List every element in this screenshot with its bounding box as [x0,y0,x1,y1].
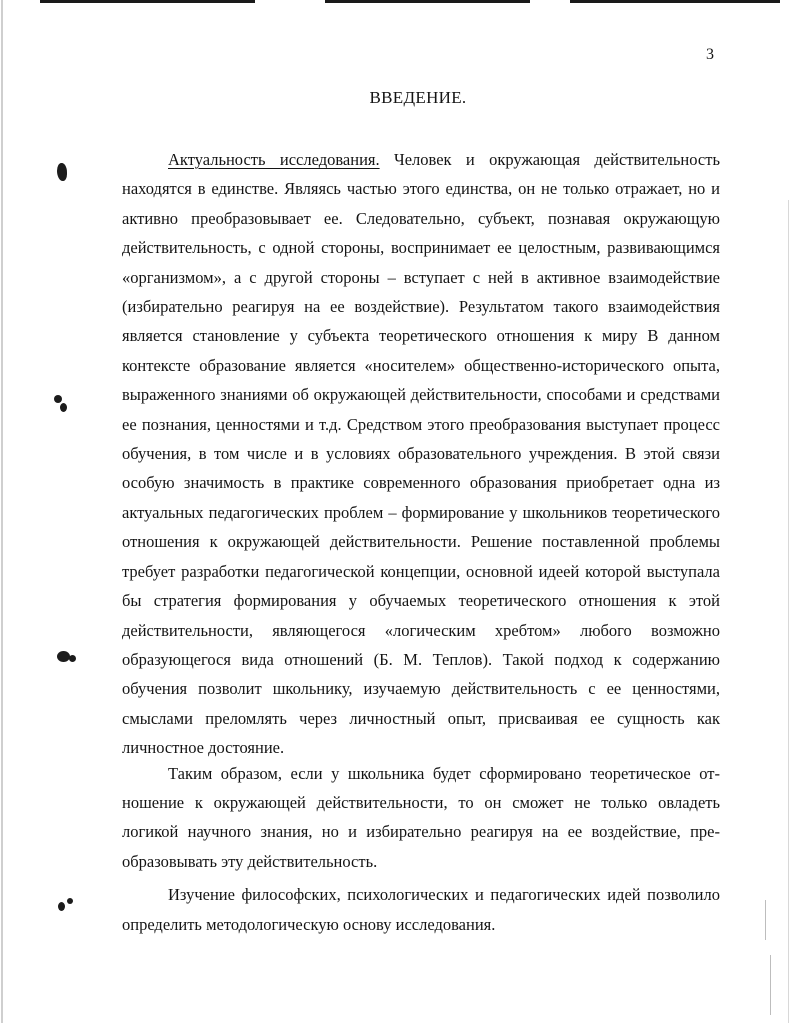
scan-blot [57,651,70,662]
paragraph-conclusion: Таким образом, если у школьника будет сформировано теоретическое отношение к окружающей действительности, то он сможет не только овладеть логикой научного знания, но и избирательно реагируя на ее воздействие, преобразовывать эту действительность. [122,763,720,871]
scan-mark [765,900,766,940]
scan-mark [770,955,771,1015]
scan-blot [58,902,65,911]
paragraph-methodology: Изучение философских, психологических и педагогических идей позволило определить методологическую основу исследования. [122,885,720,934]
scan-blot [54,395,62,403]
scan-blot [57,163,67,181]
scan-edge-top [40,0,780,3]
page-title: ВВЕДЕНИЕ. [369,88,467,107]
body-text [122,145,720,939]
scan-blot [69,655,76,662]
scan-blot [60,403,67,412]
scan-edge-gap [255,0,325,3]
scan-blot [67,898,73,904]
scan-edge-right [788,200,789,1023]
page-number: 3 [706,46,714,63]
scan-edge-gap [530,0,570,3]
paragraph-relevance [122,145,720,763]
relevance-heading: Актуальность исследования. [168,150,380,169]
relevance-text: Человек и окружающая действительность находятся в единстве. Являясь частью этого единства, он не только отражает, но и активно преобразовывает ее. Следовательно, субъект, познавая окружающую действительность, с одной стороны, воспринимает ее целостным, развивающимся «организмом», а с другой стороны – вступает с ней в активное взаимодействие (избирательно реагируя на ее воздействие). Результатом такого взаимодействия является становление у субъекта теоретического отношения к миру В данном контексте образование является «носителем» общественно-исторического опыта, выраженного знаниями об окружающей действительности, способами и средствами ее познания, ценностями и т.д. Средством этого преобразования выступает процесс обучения, в том числе и в условиях образовательного учреждения. В этой связи особую значимость в практике современного образования приобретает одна из актуальных педагогических проблем – формирование у школьников теоретического отношения к окружающей действительности. Решение поставленной проблемы требует разработки педагогической концепции, основной идеей которой выступала бы стратегия формирования у обучаемых теоретического отношения к этой действительности, являющегося «логическим хребтом» любого возможно образующегося вида отношений (Б. М. Теплов). Такой подход к содержанию обучения позволит школьнику, изучаемую действительность с ее ценностями, смыслами преломлять через личностный опыт, присваивая ее сущность как личностное достояние. [122,150,720,758]
scan-edge-left [1,0,3,1023]
